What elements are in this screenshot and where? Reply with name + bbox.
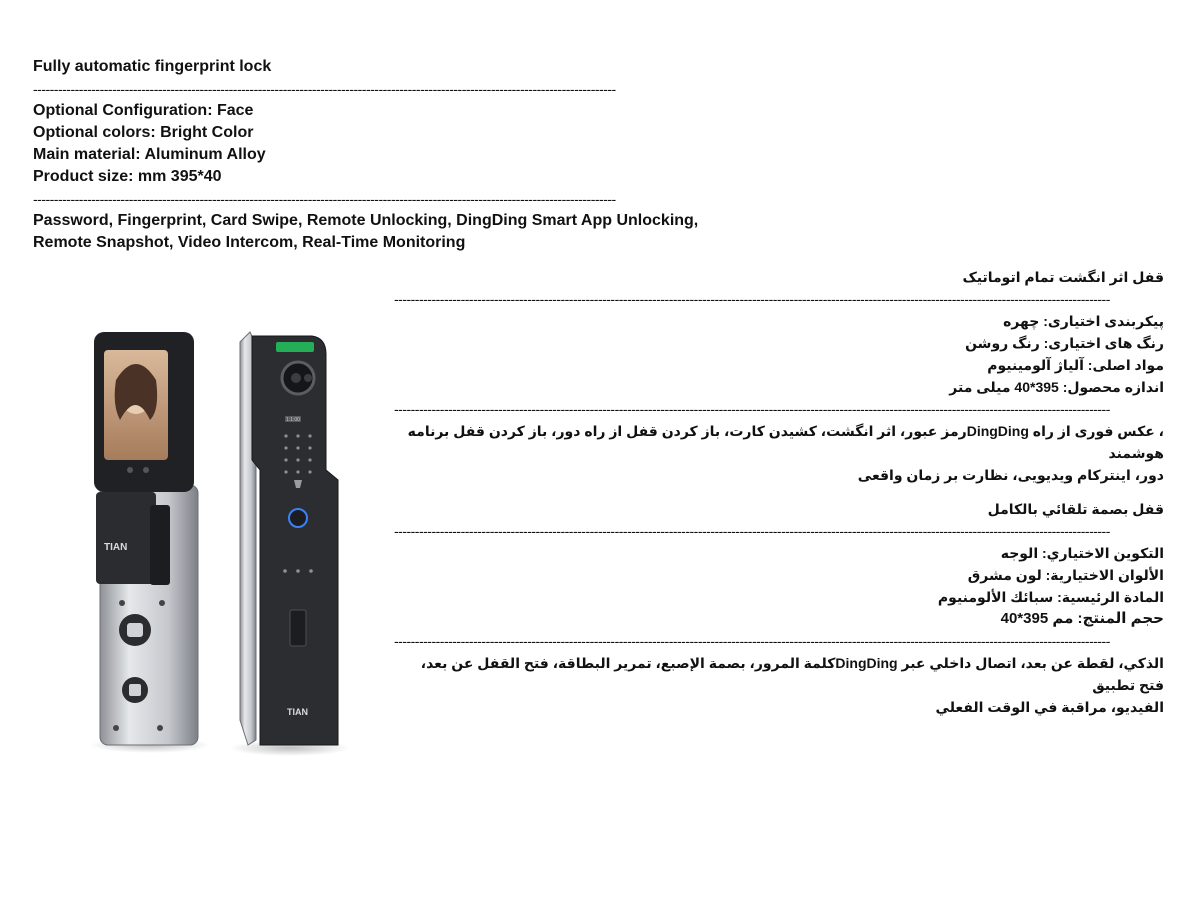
arabic-divider-1: ----------------------------------------------------------------------------------------------------------------------------------------------------------------------------: [394, 523, 1110, 539]
handle-slot: [290, 610, 306, 646]
persian-features-1: ، عکس فوری از راه DingDingرمز عبور، اثر انگشت، کشیدن کارت، باز کردن قفل از راه دور، باز کردن قفل برنامه هوشمند: [407, 423, 1164, 461]
persian-spec-block: [394, 266, 1164, 486]
side-brand-label: TIAN: [287, 707, 308, 717]
english-features-1: Password, Fingerprint, Card Swipe, Remote Unlocking, DingDing Smart App Unlocking,: [33, 212, 699, 229]
arabic-divider-2: ----------------------------------------------------------------------------------------------------------------------------------------------------------------------------: [394, 633, 1110, 649]
persian-colors: رنگ های اختیاری: رنگ روشن: [965, 335, 1164, 351]
front-brand-label: TIAN: [104, 542, 128, 553]
english-divider-1: --------------------------------------------------------------------------------------------------------------------------------------------: [33, 81, 616, 97]
status-light-bar: [276, 342, 314, 352]
english-features-2: Remote Snapshot, Video Intercom, Real-Time Monitoring: [33, 234, 466, 251]
arabic-spec-block: [394, 498, 1164, 718]
english-material: Main material: Aluminum Alloy: [33, 146, 266, 163]
smart-lock-product-image: [80, 320, 380, 760]
arabic-size: حجم المنتج: مم 395*40: [1000, 610, 1164, 627]
persian-size: اندازه محصول: 395*40 میلی متر: [949, 379, 1164, 395]
persian-title: قفل اثر انگشت تمام اتوماتیک: [962, 269, 1164, 285]
english-divider-2: --------------------------------------------------------------------------------------------------------------------------------------------: [33, 191, 616, 207]
persian-config: پیکربندی اختیاری: چهره: [1003, 313, 1164, 329]
display-time: 1:1:00: [286, 417, 300, 423]
arabic-features-1: الذكي، لقطة عن بعد، اتصال داخلي عبر DingDingكلمة المرور، بصمة الإصبع، تمرير البطاقة، فتح القفل عن بعد، فتح تطبيق: [420, 655, 1164, 693]
english-title: Fully automatic fingerprint lock: [33, 58, 272, 75]
english-colors: Optional colors: Bright Color: [33, 124, 254, 141]
persian-material: مواد اصلی: آلیاژ آلومینیوم: [987, 357, 1164, 373]
english-config: Optional Configuration: Face: [33, 102, 254, 119]
english-size: Product size: mm 395*40: [33, 168, 222, 185]
lock-front-view: [90, 332, 210, 753]
arabic-material: المادة الرئيسية: سبائك الألومنيوم: [937, 589, 1164, 605]
english-spec-block: [33, 56, 713, 254]
persian-divider-1: ----------------------------------------------------------------------------------------------------------------------------------------------------------------------------: [394, 291, 1110, 307]
lock-side-view: [230, 332, 350, 756]
arabic-features-2: الفيديو، مراقبة في الوقت الفعلي: [935, 699, 1164, 715]
arabic-config: التكوين الاختياري: الوجه: [1000, 545, 1164, 561]
persian-divider-2: ----------------------------------------------------------------------------------------------------------------------------------------------------------------------------: [394, 401, 1110, 417]
fingerprint-sensor-icon: [289, 509, 307, 527]
persian-features-2: دور، اینترکام ویدیویی، نظارت بر زمان واقعی: [857, 467, 1164, 483]
arabic-title: قفل بصمة تلقائي بالكامل: [987, 501, 1164, 517]
arabic-colors: الألوان الاختيارية: لون مشرق: [967, 567, 1164, 583]
